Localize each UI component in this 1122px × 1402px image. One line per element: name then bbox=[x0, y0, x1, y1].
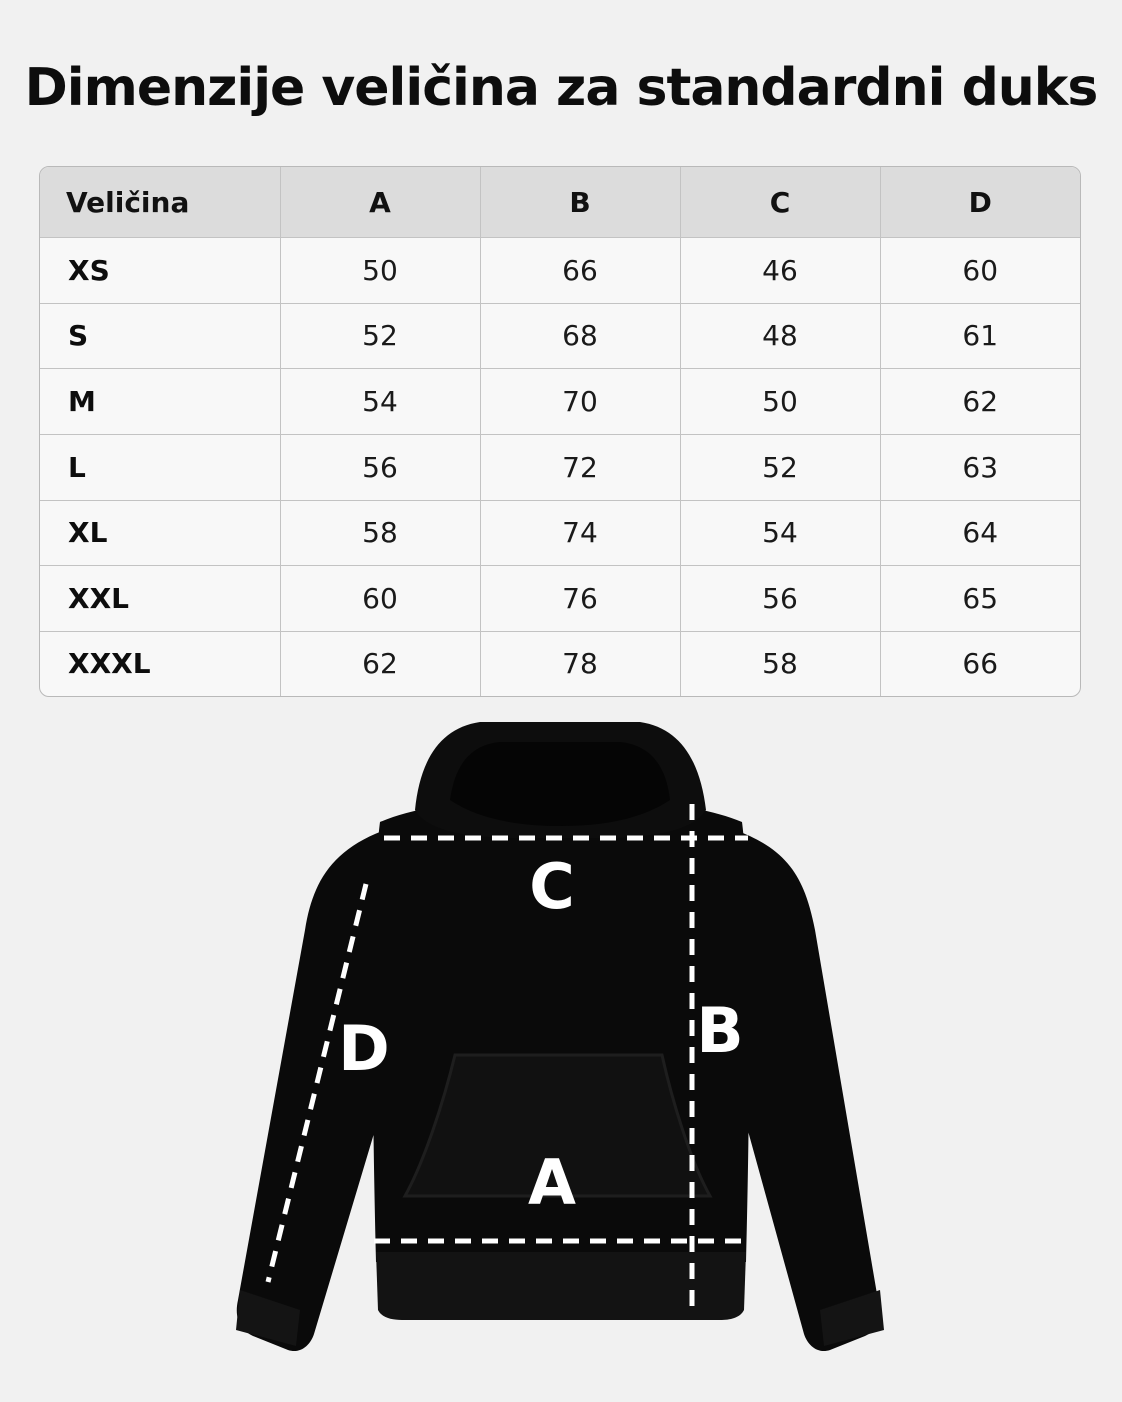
value-cell: 48 bbox=[680, 303, 880, 369]
table-row bbox=[40, 434, 1080, 500]
value-cell: 62 bbox=[880, 369, 1080, 435]
value-cell: 50 bbox=[280, 238, 480, 304]
value-cell: 60 bbox=[280, 566, 480, 632]
header-b: B bbox=[480, 167, 680, 238]
waistband bbox=[376, 1252, 746, 1320]
table-row bbox=[40, 369, 1080, 435]
page-title: Dimenzije veličina za standardni duks bbox=[24, 58, 1098, 118]
header-a: A bbox=[280, 167, 480, 238]
size-cell: S bbox=[40, 303, 280, 369]
left-sleeve bbox=[237, 830, 385, 1351]
table-row bbox=[40, 238, 1080, 304]
table-row bbox=[40, 566, 1080, 632]
hood-opening bbox=[450, 742, 670, 826]
value-cell: 56 bbox=[280, 434, 480, 500]
value-cell: 74 bbox=[480, 500, 680, 566]
value-cell: 54 bbox=[280, 369, 480, 435]
value-cell: 46 bbox=[680, 238, 880, 304]
value-cell: 52 bbox=[280, 303, 480, 369]
size-cell: XL bbox=[40, 500, 280, 566]
size-cell: XS bbox=[40, 238, 280, 304]
value-cell: 52 bbox=[680, 434, 880, 500]
size-cell: XXXL bbox=[40, 631, 280, 696]
table-header-row bbox=[40, 167, 1080, 238]
header-size: Veličina bbox=[40, 167, 280, 238]
size-cell: L bbox=[40, 434, 280, 500]
size-cell: M bbox=[40, 369, 280, 435]
value-cell: 76 bbox=[480, 566, 680, 632]
value-cell: 50 bbox=[680, 369, 880, 435]
size-table bbox=[39, 166, 1081, 697]
value-cell: 60 bbox=[880, 238, 1080, 304]
value-cell: 62 bbox=[280, 631, 480, 696]
hoodie-measurement-diagram bbox=[0, 700, 1122, 1380]
label-a: A bbox=[528, 1146, 576, 1219]
value-cell: 58 bbox=[680, 631, 880, 696]
size-cell: XXL bbox=[40, 566, 280, 632]
value-cell: 70 bbox=[480, 369, 680, 435]
value-cell: 68 bbox=[480, 303, 680, 369]
label-c: C bbox=[529, 850, 575, 923]
value-cell: 65 bbox=[880, 566, 1080, 632]
label-d: D bbox=[338, 1012, 390, 1085]
hoodie-illustration bbox=[236, 722, 884, 1351]
header-c: C bbox=[680, 167, 880, 238]
value-cell: 61 bbox=[880, 303, 1080, 369]
value-cell: 66 bbox=[480, 238, 680, 304]
value-cell: 78 bbox=[480, 631, 680, 696]
value-cell: 72 bbox=[480, 434, 680, 500]
value-cell: 58 bbox=[280, 500, 480, 566]
table-row bbox=[40, 303, 1080, 369]
value-cell: 54 bbox=[680, 500, 880, 566]
table-row bbox=[40, 500, 1080, 566]
value-cell: 63 bbox=[880, 434, 1080, 500]
value-cell: 64 bbox=[880, 500, 1080, 566]
table-row bbox=[40, 631, 1080, 696]
header-d: D bbox=[880, 167, 1080, 238]
value-cell: 56 bbox=[680, 566, 880, 632]
value-cell: 66 bbox=[962, 647, 999, 681]
label-b: B bbox=[696, 994, 744, 1067]
right-sleeve bbox=[735, 830, 879, 1351]
